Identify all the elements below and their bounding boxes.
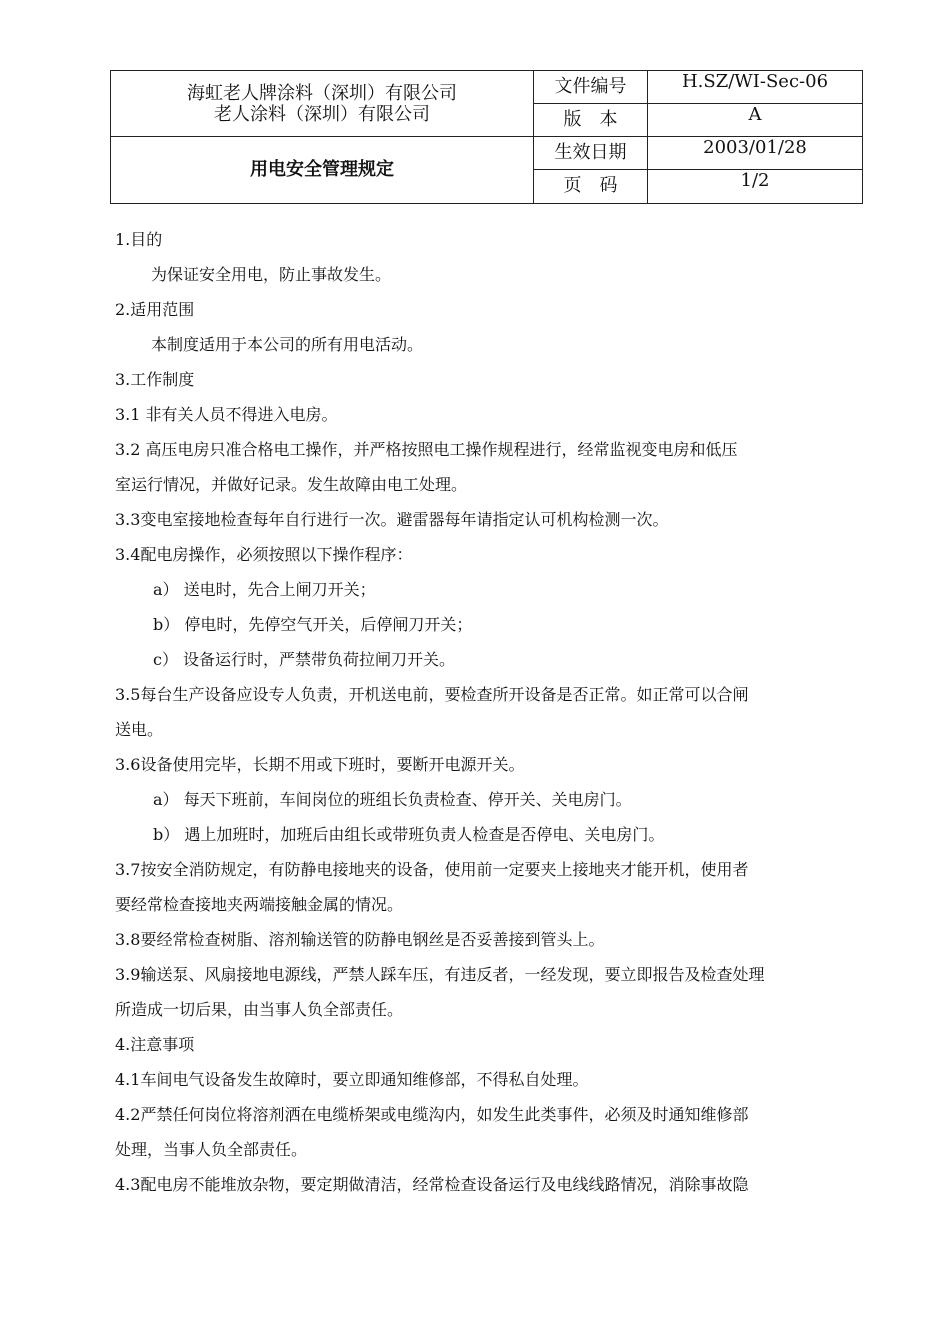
- version-label: 版 本: [534, 104, 648, 137]
- clause-4-2-line1: 4.2严禁任何岗位将溶剂洒在电缆桥架或电缆沟内，如发生此类事件，必须及时通知维修部: [115, 1105, 749, 1124]
- clause-3-1: 3.1 非有关人员不得进入电房。: [115, 405, 338, 424]
- clause-3-4-b: b） 停电时，先停空气开关，后停闸刀开关；: [153, 615, 473, 634]
- clause-3-2-line1: 3.2 高压电房只准合格电工操作，并严格按照电工操作规程进行，经常监视变电房和低压: [115, 440, 738, 459]
- document-body: [115, 222, 865, 1202]
- page-label: 页 码: [534, 170, 648, 204]
- company-name-cell: [111, 71, 534, 137]
- clause-3-6: 3.6设备使用完毕，长期不用或下班时，要断开电源开关。: [115, 755, 525, 774]
- clause-4-1: 4.1车间电气设备发生故障时，要立即通知维修部，不得私自处理。: [115, 1070, 589, 1089]
- effective-date-label: 生效日期: [534, 137, 648, 170]
- clause-3-5-line2: 送电。: [115, 720, 164, 739]
- clause-3-7-line2: 要经常检查接地夹两端接触金属的情况。: [115, 895, 404, 914]
- clause-3-6-b: b） 遇上加班时，加班后由组长或带班负责人检查是否停电、关电房门。: [153, 825, 665, 844]
- clause-3-3: 3.3变电室接地检查每年自行进行一次。避雷器每年请指定认可机构检测一次。: [115, 510, 669, 529]
- doc-number-value: H.SZ/WI-Sec-06: [648, 71, 863, 104]
- clause-3-7-line1: 3.7按安全消防规定，有防静电接地夹的设备，使用前一定要夹上接地夹才能开机，使用者: [115, 860, 749, 879]
- clause-4-2-line2: 处理，当事人负全部责任。: [115, 1140, 308, 1159]
- clause-3-2-line2: 室运行情况，并做好记录。发生故障由电工处理。: [115, 475, 468, 494]
- clause-3-5-line1: 3.5每台生产设备应设专人负责，开机送电前，要检查所开设备是否正常。如正常可以合闸: [115, 685, 749, 704]
- document-header-table: [110, 70, 863, 204]
- clause-3-9-line1: 3.9输送泵、风扇接地电源线，严禁人踩车压，有违反者，一经发现，要立即报告及检查处理: [115, 965, 765, 984]
- clause-3-4-a: a） 送电时，先合上闸刀开关；: [153, 580, 376, 599]
- section-1-heading: 1.目的: [115, 230, 163, 249]
- clause-3-8: 3.8要经常检查树脂、溶剂输送管的防静电钢丝是否妥善接到管头上。: [115, 930, 605, 949]
- clause-3-4-c: c） 设备运行时，严禁带负荷拉闸刀开关。: [153, 650, 456, 669]
- section-2-heading: 2.适用范围: [115, 300, 195, 319]
- company-name-line2: 老人涂料（深圳）有限公司: [214, 103, 430, 125]
- doc-number-label: 文件编号: [534, 71, 648, 104]
- clause-3-6-a: a） 每天下班前，车间岗位的班组长负责检查、停开关、关电房门。: [153, 790, 632, 809]
- effective-date-value: 2003/01/28: [648, 137, 863, 170]
- document-title: 用电安全管理规定: [111, 137, 534, 204]
- section-4-heading: 4.注意事项: [115, 1035, 195, 1054]
- version-value: A: [648, 104, 863, 137]
- clause-3-9-line2: 所造成一切后果，由当事人负全部责任。: [115, 1000, 404, 1019]
- company-name-line1: 海虹老人牌涂料（深圳）有限公司: [187, 82, 457, 104]
- clause-4-3-line1: 4.3配电房不能堆放杂物，要定期做清洁，经常检查设备运行及电线线路情况，消除事故隐: [115, 1175, 749, 1194]
- page-value: 1/2: [648, 170, 863, 204]
- section-2-text: 本制度适用于本公司的所有用电活动。: [151, 335, 424, 354]
- section-3-heading: 3.工作制度: [115, 370, 195, 389]
- clause-3-4: 3.4配电房操作，必须按照以下操作程序：: [115, 545, 413, 564]
- section-1-text: 为保证安全用电，防止事故发生。: [151, 265, 392, 284]
